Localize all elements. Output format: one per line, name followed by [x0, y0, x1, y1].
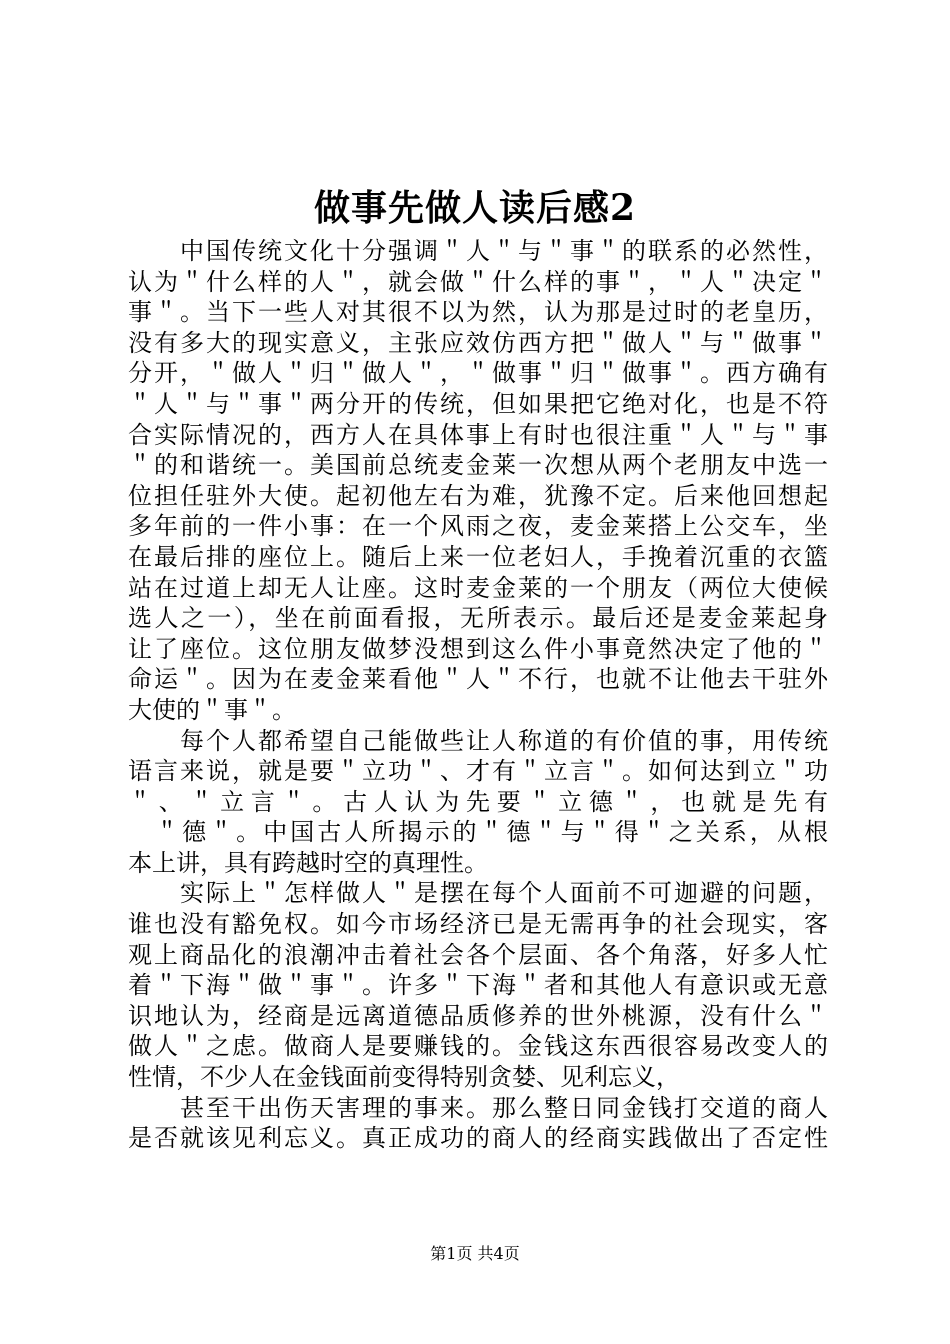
text-line: 在最后排的座位上。随后上来一位老妇人，手挽着沉重的衣篮 — [128, 542, 828, 571]
text-line: 让了座位。这位朋友做梦没想到这么件小事竟然决定了他的＂ — [128, 634, 828, 663]
text-line: 站在过道上却无人让座。这时麦金莱的一个朋友（两位大使候 — [128, 573, 828, 602]
text-line: 谁也没有豁免权。如今市场经济已是无需再争的社会现实，客 — [128, 910, 828, 939]
text-line: ＂德＂。中国古人所揭示的＂德＂与＂得＂之关系，从根 — [128, 818, 828, 847]
text-line: 每个人都希望自己能做些让人称道的有价值的事，用传统 — [128, 726, 828, 755]
text-line: ＂人＂与＂事＂两分开的传统，但如果把它绝对化，也是不符 — [128, 389, 828, 418]
text-line: 是否就该见利忘义。真正成功的商人的经商实践做出了否定性 — [128, 1124, 828, 1153]
text-line: 中国传统文化十分强调＂人＂与＂事＂的联系的必然性， — [128, 237, 828, 265]
text-line: 识地认为，经商是远离道德品质修养的世外桃源，没有什么＂ — [128, 1001, 828, 1030]
text-line: 命运＂。因为在麦金莱看他＂人＂不行，也就不让他去干驻外 — [128, 665, 828, 694]
text-line: 做人＂之虑。做商人是要赚钱的。金钱这东西很容易改变人的 — [128, 1032, 828, 1061]
text-line: 事＂。当下一些人对其很不以为然，认为那是过时的老皇历， — [128, 298, 828, 327]
text-line: 没有多大的现实意义，主张应效仿西方把＂做人＂与＂做事＂ — [128, 328, 828, 357]
text-line: 着＂下海＂做＂事＂。许多＂下海＂者和其他人有意识或无意 — [128, 971, 828, 1000]
text-line: 合实际情况的，西方人在具体事上有时也很注重＂人＂与＂事 — [128, 420, 828, 449]
text-line: 大使的＂事＂。 — [128, 695, 296, 724]
text-line: 选人之一），坐在前面看报，无所表示。最后还是麦金莱起身 — [128, 604, 828, 633]
page-footer: 第1页 共4页 — [430, 1244, 520, 1263]
text-line: 位担任驻外大使。起初他左右为难，犹豫不定。后来他回想起 — [128, 481, 828, 510]
text-line: 多年前的一件小事：在一个风雨之夜，麦金莱搭上公交车，坐 — [128, 512, 828, 541]
text-line: 分开，＂做人＂归＂做人＂，＂做事＂归＂做事＂。西方确有 — [128, 359, 828, 388]
text-line: 性情，不少人在金钱面前变得特别贪婪、见利忘义， — [128, 1063, 680, 1092]
text-line: ＂、＂立言＂。古人认为先要＂立德＂，也就是先有 — [128, 787, 828, 816]
text-line: 本上讲，具有跨越时空的真理性。 — [128, 848, 488, 877]
document-body — [128, 236, 828, 1154]
text-line: 观上商品化的浪潮冲击着社会各个层面、各个角落，好多人忙 — [128, 940, 828, 969]
text-line: 甚至干出伤天害理的事来。那么整日同金钱打交道的商人 — [128, 1093, 828, 1122]
document-title: 做事先做人读后感2 — [313, 187, 637, 229]
text-line: ＂的和谐统一。美国前总统麦金莱一次想从两个老朋友中选一 — [128, 451, 828, 480]
text-line: 语言来说，就是要＂立功＂、才有＂立言＂。如何达到立＂功 — [128, 757, 828, 786]
text-line: 认为＂什么样的人＂，就会做＂什么样的事＂，＂人＂决定＂ — [128, 267, 828, 296]
text-line: 实际上＂怎样做人＂是摆在每个人面前不可迦避的问题， — [128, 879, 828, 908]
